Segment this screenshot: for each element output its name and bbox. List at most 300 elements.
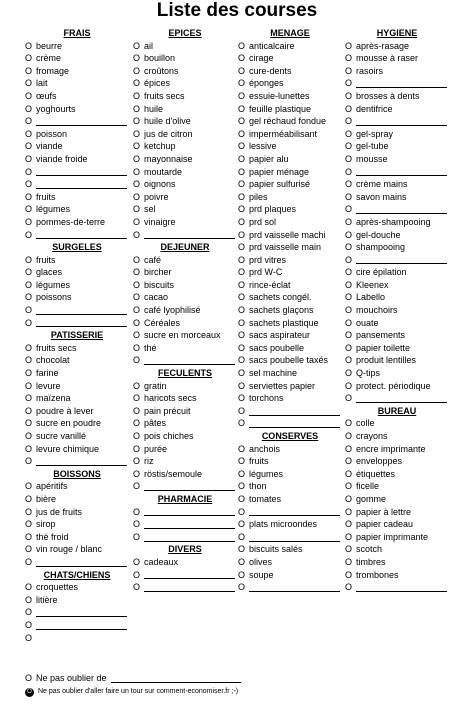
blank-line[interactable] <box>144 583 235 592</box>
list-item[interactable] <box>238 417 342 430</box>
blank-line[interactable] <box>144 507 235 516</box>
checkbox-mark[interactable]: O <box>133 204 141 215</box>
checkbox-mark[interactable]: O <box>238 229 246 240</box>
list-item[interactable] <box>345 543 449 556</box>
list-item[interactable] <box>238 128 342 141</box>
blank-line[interactable] <box>36 457 127 466</box>
checkbox-mark[interactable]: O <box>345 292 353 303</box>
blank-line[interactable] <box>36 306 127 315</box>
blank-line[interactable] <box>249 583 340 592</box>
list-item[interactable] <box>238 90 342 103</box>
list-item[interactable] <box>238 317 342 330</box>
checkbox-mark[interactable]: O <box>25 632 33 643</box>
list-item[interactable] <box>25 594 129 607</box>
list-item[interactable] <box>133 569 237 582</box>
checkbox-mark[interactable]: O <box>345 456 353 467</box>
checkbox-mark[interactable]: O <box>238 393 246 404</box>
checkbox-mark[interactable]: O <box>238 582 246 593</box>
list-item[interactable] <box>238 115 342 128</box>
list-item[interactable] <box>25 367 129 380</box>
checkbox-mark[interactable]: O <box>238 330 246 341</box>
checkbox-mark[interactable]: O <box>238 468 246 479</box>
list-item[interactable] <box>25 417 129 430</box>
list-item[interactable] <box>133 581 237 594</box>
checkbox-mark[interactable]: O <box>345 242 353 253</box>
list-item[interactable] <box>238 531 342 544</box>
checkbox-mark[interactable]: O <box>345 556 353 567</box>
list-item[interactable] <box>345 90 449 103</box>
list-item[interactable] <box>345 166 449 179</box>
list-item[interactable] <box>345 392 449 405</box>
list-item[interactable] <box>133 342 237 355</box>
checkbox-mark[interactable]: O <box>133 431 141 441</box>
checkbox-mark[interactable]: O <box>133 166 141 177</box>
list-item[interactable] <box>25 430 129 443</box>
list-item[interactable] <box>345 241 449 254</box>
list-item[interactable] <box>345 191 449 204</box>
checkbox-mark[interactable]: O <box>25 141 33 152</box>
checkbox-mark[interactable]: O <box>133 569 141 580</box>
checkbox-mark[interactable]: O <box>25 393 33 404</box>
list-item[interactable] <box>133 65 237 78</box>
checkbox-mark[interactable]: O <box>238 342 246 353</box>
list-item[interactable] <box>238 506 342 519</box>
list-item[interactable] <box>345 480 449 493</box>
checkbox-mark[interactable]: O <box>133 355 141 366</box>
list-item[interactable] <box>238 266 342 279</box>
list-item[interactable] <box>133 317 237 330</box>
list-item[interactable] <box>133 254 237 267</box>
checkbox-mark[interactable]: O <box>238 544 246 555</box>
checkbox-mark[interactable]: O <box>345 267 353 278</box>
list-item[interactable] <box>345 455 449 468</box>
blank-line[interactable] <box>36 167 127 176</box>
blank-line[interactable] <box>249 407 340 416</box>
checkbox-mark[interactable]: O <box>25 279 33 290</box>
checkbox-mark[interactable]: O <box>238 305 246 316</box>
list-item[interactable] <box>25 380 129 393</box>
checkbox-mark[interactable]: O <box>133 305 141 316</box>
list-item[interactable] <box>345 153 449 166</box>
blank-line[interactable] <box>249 507 340 516</box>
list-item[interactable] <box>238 77 342 90</box>
checkbox-mark[interactable]: O <box>133 468 141 479</box>
list-item[interactable] <box>25 90 129 103</box>
checkbox-mark[interactable]: O <box>345 468 353 479</box>
list-item[interactable] <box>25 304 129 317</box>
list-item[interactable] <box>25 581 129 594</box>
list-item[interactable] <box>133 291 237 304</box>
checkbox-mark[interactable]: O <box>345 493 353 504</box>
checkbox-mark[interactable]: O <box>133 53 141 64</box>
checkbox-mark[interactable]: O <box>238 53 246 64</box>
checkbox-mark[interactable]: O <box>25 267 33 278</box>
list-item[interactable] <box>345 254 449 267</box>
checkbox-mark[interactable]: O <box>25 53 33 64</box>
checkbox-mark[interactable]: O <box>238 569 246 580</box>
list-item[interactable] <box>133 128 237 141</box>
list-item[interactable] <box>25 166 129 179</box>
checkbox-mark[interactable]: O <box>25 90 33 101</box>
list-item[interactable] <box>345 342 449 355</box>
checkbox-mark[interactable]: O <box>238 90 246 101</box>
list-item[interactable] <box>238 342 342 355</box>
checkbox-mark[interactable]: O <box>238 65 246 76</box>
checkbox-mark[interactable]: O <box>25 254 33 265</box>
checkbox-mark[interactable]: O <box>345 393 353 404</box>
checkbox-mark[interactable]: O <box>133 267 141 278</box>
checkbox-mark[interactable]: O <box>238 153 246 164</box>
checkbox-mark[interactable]: O <box>133 582 141 593</box>
checkbox-mark[interactable]: O <box>238 191 246 202</box>
list-item[interactable] <box>345 329 449 342</box>
blank-line[interactable] <box>144 230 235 239</box>
list-item[interactable] <box>238 178 342 191</box>
list-item[interactable] <box>133 115 237 128</box>
list-item[interactable] <box>25 480 129 493</box>
checkbox-mark[interactable]: O <box>133 90 141 101</box>
checkbox-mark[interactable]: O <box>345 531 353 542</box>
checkbox-mark[interactable]: O <box>25 519 33 530</box>
blank-line[interactable] <box>356 167 447 176</box>
checkbox-mark[interactable]: O <box>238 166 246 177</box>
checkbox-mark[interactable]: O <box>25 594 33 605</box>
list-item[interactable] <box>238 65 342 78</box>
checkbox-mark[interactable]: O <box>133 506 141 517</box>
blank-line[interactable] <box>356 205 447 214</box>
list-item[interactable] <box>25 279 129 292</box>
list-item[interactable] <box>345 380 449 393</box>
list-item[interactable] <box>238 556 342 569</box>
checkbox-mark[interactable]: O <box>25 368 33 379</box>
list-item[interactable] <box>133 380 237 393</box>
checkbox-mark[interactable]: O <box>133 116 141 127</box>
checkbox-mark[interactable]: O <box>345 443 353 454</box>
blank-line[interactable] <box>36 608 127 617</box>
list-item[interactable] <box>25 229 129 242</box>
list-item[interactable] <box>133 266 237 279</box>
checkbox-mark[interactable]: O <box>345 317 353 328</box>
list-item[interactable] <box>345 266 449 279</box>
checkbox-mark[interactable]: O <box>25 216 33 227</box>
list-item[interactable] <box>25 543 129 556</box>
checkbox-mark[interactable]: O <box>345 179 353 190</box>
list-item[interactable] <box>238 392 342 405</box>
list-item[interactable] <box>133 531 237 544</box>
checkbox-mark[interactable]: O <box>133 103 141 114</box>
checkbox-mark[interactable]: O <box>133 179 141 190</box>
list-item[interactable] <box>345 140 449 153</box>
blank-line[interactable] <box>356 583 447 592</box>
list-item[interactable] <box>133 229 237 242</box>
list-item[interactable] <box>345 103 449 116</box>
checkbox-mark[interactable]: O <box>25 418 33 429</box>
checkbox-mark[interactable]: O <box>238 254 246 265</box>
list-item[interactable] <box>133 556 237 569</box>
checkbox-mark[interactable]: O <box>25 582 33 593</box>
list-item[interactable] <box>25 191 129 204</box>
list-item[interactable] <box>133 480 237 493</box>
checkbox-mark[interactable]: O <box>25 481 33 492</box>
checkbox-mark[interactable]: O <box>345 519 353 530</box>
checkbox-mark[interactable]: O <box>238 355 246 366</box>
list-item[interactable] <box>345 291 449 304</box>
checkbox-mark[interactable]: O <box>133 418 141 429</box>
checkbox-mark[interactable]: O <box>238 405 246 416</box>
checkbox-mark[interactable]: O <box>345 216 353 227</box>
list-item[interactable] <box>238 279 342 292</box>
list-item[interactable] <box>345 40 449 53</box>
list-item[interactable] <box>345 417 449 430</box>
list-item[interactable] <box>238 52 342 65</box>
checkbox-mark[interactable]: O <box>25 128 33 139</box>
checkbox-mark[interactable]: O <box>345 569 353 580</box>
checkbox-mark[interactable]: O <box>133 317 141 328</box>
list-item[interactable] <box>238 216 342 229</box>
checkbox-mark[interactable]: O <box>133 279 141 290</box>
checkbox-mark[interactable]: O <box>345 103 353 114</box>
list-item[interactable] <box>25 455 129 468</box>
list-item[interactable] <box>25 203 129 216</box>
checkbox-mark[interactable]: O <box>25 456 33 467</box>
checkbox-mark[interactable]: O <box>238 481 246 492</box>
list-item[interactable] <box>25 531 129 544</box>
list-item[interactable] <box>345 468 449 481</box>
list-item[interactable] <box>345 203 449 216</box>
checkbox-mark[interactable]: O <box>345 141 353 152</box>
blank-line[interactable] <box>144 482 235 491</box>
list-item[interactable] <box>345 304 449 317</box>
checkbox-mark[interactable]: O <box>345 355 353 366</box>
list-item[interactable] <box>25 632 129 645</box>
checkbox-mark[interactable]: O <box>238 506 246 517</box>
list-item[interactable] <box>25 65 129 78</box>
list-item[interactable] <box>345 77 449 90</box>
blank-line[interactable] <box>249 533 340 542</box>
checkbox-mark[interactable]: O <box>25 179 33 190</box>
list-item[interactable] <box>238 581 342 594</box>
checkbox-mark[interactable]: O <box>238 141 246 152</box>
checkbox-mark[interactable]: O <box>25 380 33 391</box>
list-item[interactable] <box>238 229 342 242</box>
checkbox-mark[interactable]: O <box>133 292 141 303</box>
list-item[interactable] <box>238 480 342 493</box>
checkbox-mark[interactable]: O <box>25 673 33 683</box>
list-item[interactable] <box>25 216 129 229</box>
checkbox-mark[interactable]: O <box>345 506 353 517</box>
blank-line[interactable] <box>356 394 447 403</box>
blank-line[interactable] <box>36 230 127 239</box>
list-item[interactable] <box>133 191 237 204</box>
checkbox-mark[interactable]: O <box>25 544 33 555</box>
list-item[interactable] <box>345 115 449 128</box>
checkbox-mark[interactable]: O <box>133 342 141 353</box>
checkbox-mark[interactable]: O <box>238 116 246 127</box>
list-item[interactable] <box>238 304 342 317</box>
checkbox-mark[interactable]: O <box>345 279 353 290</box>
list-item[interactable] <box>25 103 129 116</box>
checkbox-mark[interactable]: O <box>345 330 353 341</box>
checkbox-mark[interactable]: O <box>133 481 141 492</box>
checkbox-mark[interactable]: O <box>238 443 246 454</box>
list-item[interactable] <box>25 40 129 53</box>
checkbox-mark[interactable]: O <box>25 493 33 504</box>
list-item[interactable] <box>345 229 449 242</box>
blank-line[interactable] <box>36 318 127 327</box>
checkbox-mark[interactable]: O <box>238 292 246 303</box>
checkbox-mark[interactable]: O <box>345 254 353 265</box>
list-item[interactable] <box>238 153 342 166</box>
checkbox-mark[interactable]: O <box>345 305 353 316</box>
list-item[interactable] <box>238 103 342 116</box>
list-item[interactable] <box>133 468 237 481</box>
list-item[interactable] <box>25 506 129 519</box>
checkbox-mark[interactable]: O <box>345 153 353 164</box>
list-item[interactable] <box>133 392 237 405</box>
blank-line[interactable] <box>111 674 241 683</box>
checkbox-mark[interactable]: O <box>238 216 246 227</box>
checkbox-mark[interactable]: O <box>25 443 33 454</box>
checkbox-mark[interactable]: O <box>133 556 141 567</box>
checkbox-mark[interactable]: O <box>25 191 33 202</box>
list-item[interactable] <box>345 506 449 519</box>
checkbox-mark[interactable]: O <box>345 582 353 593</box>
blank-line[interactable] <box>36 180 127 189</box>
checkbox-mark[interactable]: O <box>238 317 246 328</box>
checkbox-mark[interactable]: O <box>238 128 246 139</box>
checkbox-mark[interactable]: O <box>238 493 246 504</box>
list-item[interactable] <box>25 342 129 355</box>
checkbox-mark[interactable]: O <box>238 204 246 215</box>
list-item[interactable] <box>133 354 237 367</box>
checkbox-mark[interactable]: O <box>133 456 141 467</box>
checkbox-mark[interactable]: O <box>25 292 33 303</box>
checkbox-mark[interactable]: O <box>25 40 33 51</box>
list-item[interactable] <box>133 279 237 292</box>
checkbox-mark[interactable]: O <box>25 506 33 517</box>
list-item[interactable] <box>238 367 342 380</box>
checkbox-mark[interactable]: O <box>345 116 353 127</box>
checkbox-mark[interactable]: O <box>25 607 33 618</box>
checkbox-mark[interactable]: O <box>133 141 141 152</box>
checkbox-mark[interactable]: O <box>133 405 141 416</box>
checkbox-mark[interactable]: O <box>133 128 141 139</box>
checkbox-mark[interactable]: O <box>25 204 33 215</box>
list-item[interactable] <box>238 354 342 367</box>
checkbox-mark[interactable]: O <box>238 103 246 114</box>
list-item[interactable] <box>238 493 342 506</box>
list-item[interactable] <box>238 405 342 418</box>
list-item[interactable] <box>238 455 342 468</box>
list-item[interactable] <box>133 443 237 456</box>
list-item[interactable] <box>133 216 237 229</box>
checkbox-mark[interactable]: O <box>238 556 246 567</box>
list-item[interactable] <box>133 430 237 443</box>
list-item[interactable] <box>133 90 237 103</box>
list-item[interactable] <box>238 518 342 531</box>
checkbox-mark[interactable]: O <box>345 229 353 240</box>
checkbox-mark[interactable]: O <box>133 254 141 265</box>
checkbox-mark[interactable]: O <box>133 531 141 542</box>
checkbox-mark[interactable]: O <box>133 78 141 89</box>
list-item[interactable] <box>25 52 129 65</box>
list-item[interactable] <box>133 304 237 317</box>
list-item[interactable] <box>25 493 129 506</box>
checkbox-mark[interactable]: O <box>133 393 141 404</box>
list-item[interactable] <box>25 178 129 191</box>
list-item[interactable] <box>345 581 449 594</box>
checkbox-mark[interactable]: O <box>25 531 33 542</box>
list-item[interactable] <box>238 569 342 582</box>
list-item[interactable] <box>25 606 129 619</box>
list-item[interactable] <box>133 506 237 519</box>
list-item[interactable] <box>345 569 449 582</box>
list-item[interactable] <box>345 531 449 544</box>
list-item[interactable] <box>238 166 342 179</box>
list-item[interactable] <box>25 354 129 367</box>
list-item[interactable] <box>345 52 449 65</box>
checkbox-mark[interactable]: O <box>25 342 33 353</box>
blank-line[interactable] <box>249 419 340 428</box>
checkbox-mark[interactable]: O <box>345 204 353 215</box>
list-item[interactable] <box>238 543 342 556</box>
checkbox-mark[interactable]: O <box>25 556 33 567</box>
list-item[interactable] <box>238 380 342 393</box>
list-item[interactable] <box>345 65 449 78</box>
checkbox-mark[interactable]: O <box>345 166 353 177</box>
checkbox-mark[interactable]: O <box>25 405 33 416</box>
checkbox-mark[interactable]: O <box>25 103 33 114</box>
list-item[interactable] <box>345 556 449 569</box>
checkbox-mark[interactable]: O <box>133 153 141 164</box>
checkbox-mark[interactable]: O <box>345 544 353 555</box>
checkbox-mark[interactable]: O <box>345 40 353 51</box>
list-item[interactable] <box>25 317 129 330</box>
list-item[interactable] <box>25 266 129 279</box>
checkbox-mark[interactable]: O <box>133 380 141 391</box>
blank-line[interactable] <box>144 533 235 542</box>
list-item[interactable] <box>25 254 129 267</box>
list-item[interactable] <box>25 556 129 569</box>
list-item[interactable] <box>25 405 129 418</box>
checkbox-mark[interactable]: O <box>238 242 246 253</box>
checkbox-mark[interactable]: O <box>25 317 33 328</box>
checkbox-mark[interactable]: O <box>345 78 353 89</box>
list-item[interactable] <box>238 140 342 153</box>
list-item[interactable] <box>345 518 449 531</box>
checkbox-mark[interactable]: O <box>25 166 33 177</box>
checkbox-mark[interactable]: O <box>238 380 246 391</box>
checkbox-mark[interactable]: O <box>238 279 246 290</box>
blank-line[interactable] <box>144 570 235 579</box>
list-item[interactable] <box>133 103 237 116</box>
list-item[interactable] <box>238 329 342 342</box>
list-item[interactable] <box>25 443 129 456</box>
checkbox-mark[interactable]: O <box>238 368 246 379</box>
list-item[interactable] <box>133 329 237 342</box>
checkbox-mark[interactable]: O <box>25 229 33 240</box>
checkbox-mark[interactable]: O <box>25 431 33 441</box>
blank-line[interactable] <box>36 558 127 567</box>
checkbox-mark[interactable]: O <box>345 128 353 139</box>
checkbox-mark[interactable]: O <box>133 216 141 227</box>
checkbox-mark[interactable]: O <box>133 65 141 76</box>
checkbox-mark[interactable]: O <box>25 355 33 366</box>
list-item[interactable] <box>345 128 449 141</box>
list-item[interactable] <box>133 417 237 430</box>
checkbox-mark[interactable]: O <box>238 267 246 278</box>
checkbox-mark[interactable]: O <box>25 116 33 127</box>
